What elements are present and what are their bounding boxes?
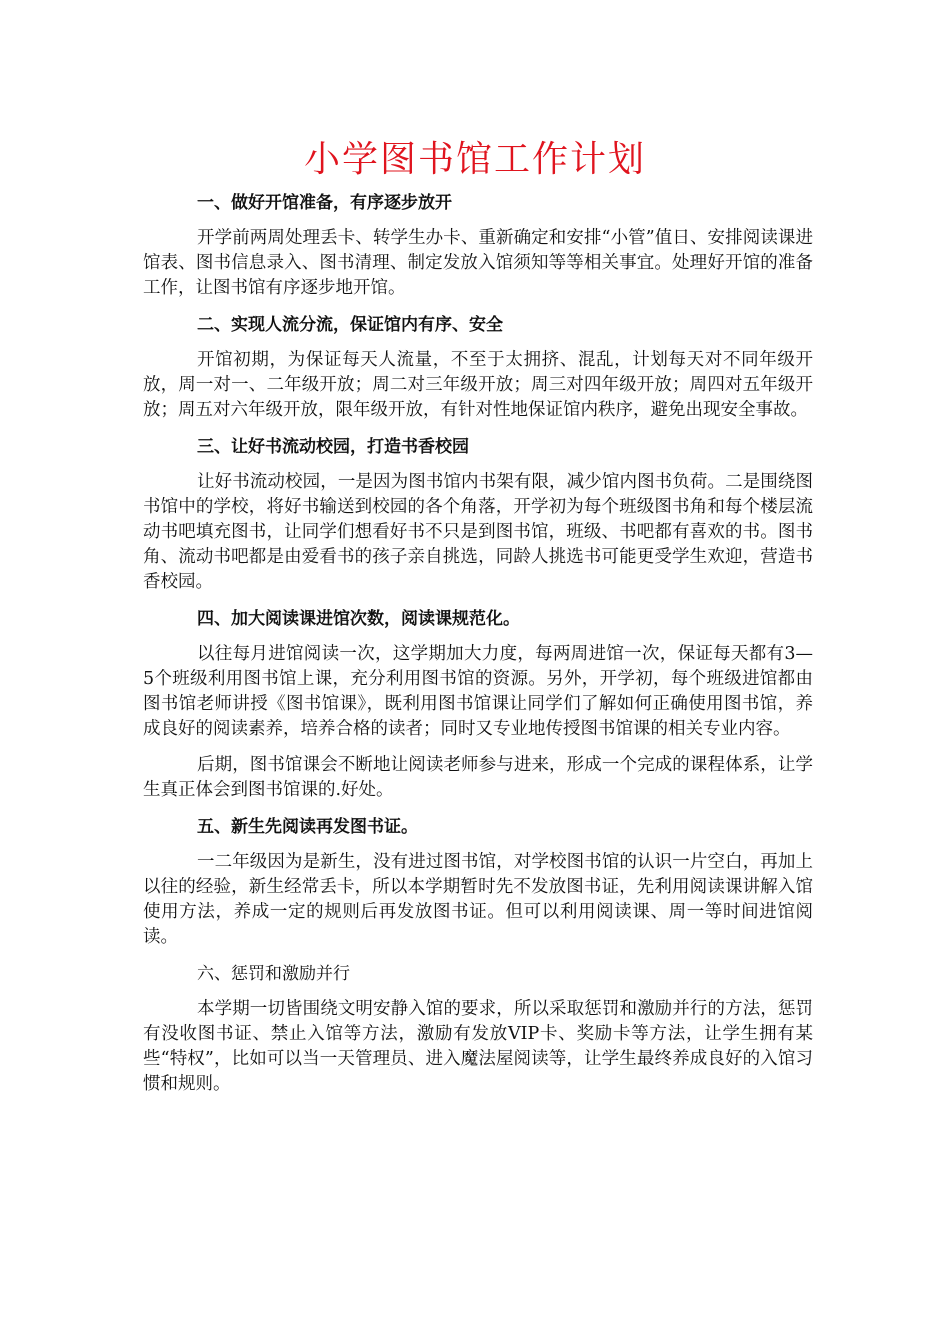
section-heading: 三、让好书流动校园，打造书香校园 [197, 437, 469, 457]
document-body [143, 190, 813, 1108]
section-paragraph: 开学前两周处理丢卡、转学生办卡、重新确定和安排“小管”值日、安排阅读课进馆表、图书信息录入、图书清理、制定发放入馆须知等等相关事宜。处理好开馆的准备工作，让图书馆有序逐步地开馆。 [143, 228, 813, 298]
section-6 [143, 961, 813, 1097]
section-paragraph: 一二年级因为是新生，没有进过图书馆，对学校图书馆的认识一片空白，再加上以往的经验，新生经常丢卡，所以本学期暂时先不发放图书证，先利用阅读课讲解入馆使用方法，养成一定的规则后再发放图书证。但可以利用阅读课、周一等时间进馆阅读。 [143, 852, 813, 947]
section-4 [143, 606, 813, 803]
section-paragraph: 开馆初期，为保证每天人流量，不至于太拥挤、混乱，计划每天对不同年级开放，周一对一、二年级开放；周二对三年级开放；周三对四年级开放；周四对五年级开放；周五对六年级开放，限年级开放，有针对性地保证馆内秩序，避免出现安全事故。 [143, 350, 813, 420]
section-paragraph: 本学期一切皆围绕文明安静入馆的要求，所以采取惩罚和激励并行的方法，惩罚有没收图书证、禁止入馆等方法，激励有发放VIP卡、奖励卡等方法，让学生拥有某些“特权”，比如可以当一天管理员、进入魔法屋阅读等，让学生最终养成良好的入馆习惯和规则。 [143, 999, 813, 1094]
document-title: 小学图书馆工作计划 [303, 139, 646, 180]
section-5 [143, 814, 813, 950]
section-paragraph: 以往每月进馆阅读一次，这学期加大力度，每两周进馆一次，保证每天都有3—5个班级利用图书馆上课，充分利用图书馆的资源。另外，开学初，每个班级进馆都由图书馆老师讲授《图书馆课》，既利用图书馆课让同学们了解如何正确使用图书馆，养成良好的阅读素养，培养合格的读者；同时又专业地传授图书馆课的相关专业内容。 [143, 644, 813, 739]
section-heading: 五、新生先阅读再发图书证。 [197, 817, 418, 837]
section-2 [143, 312, 813, 423]
section-heading: 六、惩罚和激励并行 [197, 964, 350, 984]
section-heading: 二、实现人流分流，保证馆内有序、安全 [197, 315, 503, 335]
section-1 [143, 190, 813, 301]
section-heading: 一、做好开馆准备，有序逐步放开 [197, 193, 452, 213]
section-heading: 四、加大阅读课进馆次数，阅读课规范化。 [197, 609, 520, 629]
section-paragraph: 后期，图书馆课会不断地让阅读老师参与进来，形成一个完成的课程体系，让学生真正体会到图书馆课的.好处。 [143, 755, 813, 800]
section-3 [143, 434, 813, 595]
section-paragraph: 让好书流动校园，一是因为图书馆内书架有限，减少馆内图书负荷。二是围绕图书馆中的学校，将好书输送到校园的各个角落，开学初为每个班级图书角和每个楼层流动书吧填充图书，让同学们想看好书不只是到图书馆，班级、书吧都有喜欢的书。图书角、流动书吧都是由爱看书的孩子亲自挑选，同龄人挑选书可能更受学生欢迎，营造书香校园。 [143, 472, 813, 592]
